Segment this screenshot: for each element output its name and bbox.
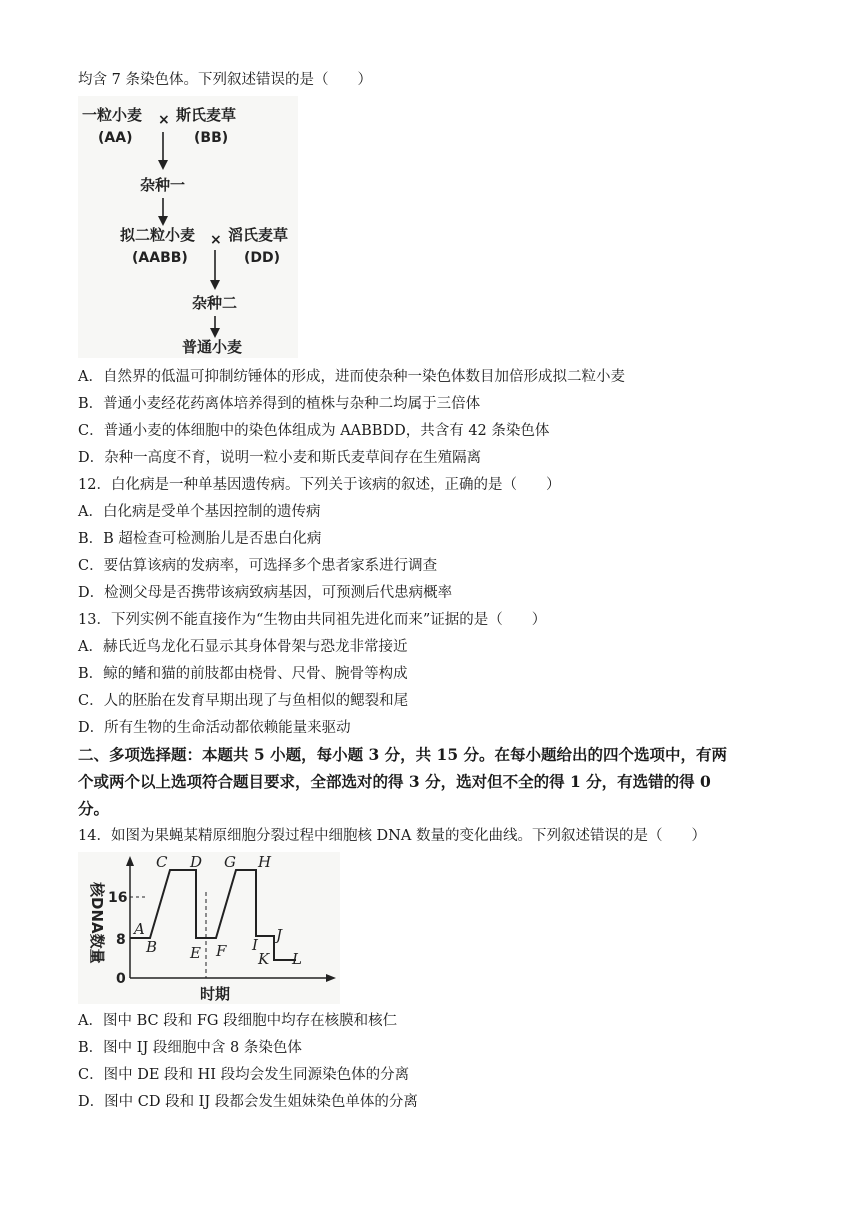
point-label-k: K [258, 950, 270, 968]
ytick-8: 8 [116, 932, 126, 948]
hybrid2-label: 杂种二 [192, 294, 238, 312]
q13-option-a: A．赫氏近鸟龙化石显示其身体骨架与恐龙非常接近 [78, 639, 408, 655]
point-label-a: A [134, 920, 145, 938]
graph-ylabel: 核DNA数量 [88, 882, 106, 964]
q14-option-d: D．图中 CD 段和 IJ 段都会发生姐妹染色单体的分离 [78, 1094, 418, 1110]
q11-option-d: D．杂种一高度不育，说明一粒小麦和斯氏麦草间存在生殖隔离 [78, 450, 482, 466]
q12-option-d: D．检测父母是否携带该病致病基因，可预测后代患病概率 [78, 585, 453, 601]
point-label-l: L [292, 950, 302, 968]
cross-symbol-2: × [210, 232, 222, 248]
parent3-name: 拟二粒小麦 [120, 226, 196, 244]
q12-stem: 12．白化病是一种单基因遗传病。下列关于该病的叙述，正确的是（ ） [78, 477, 561, 493]
parent3-genome: (AABB) [132, 250, 188, 266]
point-label-e: E [190, 944, 201, 962]
point-label-g: G [224, 853, 236, 871]
parent1-genome: (AA) [98, 130, 133, 146]
q14-option-a: A．图中 BC 段和 FG 段细胞中均存在核膜和核仁 [78, 1013, 398, 1029]
q13-option-d: D．所有生物的生命活动都依赖能量来驱动 [78, 720, 351, 736]
q13-stem: 13．下列实例不能直接作为“生物由共同祖先进化而来”证据的是（ ） [78, 612, 547, 628]
q11-option-a: A．自然界的低温可抑制纺锤体的形成，进而使杂种一染色体数目加倍形成拟二粒小麦 [78, 369, 625, 385]
q14-option-c: C．图中 DE 段和 HI 段均会发生同源染色体的分离 [78, 1067, 410, 1083]
q12-option-c: C．要估算该病的发病率，可选择多个患者家系进行调查 [78, 558, 438, 574]
q13-option-c: C．人的胚胎在发育早期出现了与鱼相似的鳃裂和尾 [78, 693, 409, 709]
point-label-f: F [216, 942, 227, 960]
section2-heading-line3: 分。 [78, 799, 110, 818]
dna-graph-svg [78, 852, 340, 1004]
hybridization-svg [78, 96, 298, 358]
point-label-j: J [276, 926, 283, 944]
q12-option-a: A．白化病是受单个基因控制的遗传病 [78, 504, 321, 520]
q13-option-b: B．鲸的鳍和猫的前肢都由桡骨、尺骨、腕骨等构成 [78, 666, 408, 682]
final-wheat-label: 普通小麦 [182, 338, 243, 356]
parent4-name: 滔氏麦草 [228, 226, 289, 244]
point-label-i: I [252, 936, 258, 954]
section2-heading-line2: 个或两个以上选项符合题目要求，全部选对的得 3 分，选对但不全的得 1 分，有选错的得 0 [78, 772, 711, 791]
q14-stem: 14．如图为果蝇某精原细胞分裂过程中细胞核 DNA 数量的变化曲线。下列叙述错误的是（ ） [78, 828, 706, 844]
q12-option-b: B．B 超检查可检测胎儿是否患白化病 [78, 531, 322, 547]
parent2-genome: (BB) [194, 130, 229, 146]
ytick-16: 16 [108, 890, 128, 906]
hybrid1-label: 杂种一 [140, 176, 186, 194]
parent4-genome: (DD) [244, 250, 281, 266]
ytick-0: 0 [116, 971, 126, 987]
point-label-b: B [146, 938, 158, 956]
wheat-hybridization-diagram [78, 96, 298, 358]
point-label-d: D [190, 853, 203, 871]
q11-option-b: B．普通小麦经花药离体培养得到的植株与杂种二均属于三倍体 [78, 396, 481, 412]
point-label-c: C [156, 853, 168, 871]
point-label-h: H [258, 853, 272, 871]
parent2-name: 斯氏麦草 [176, 106, 237, 124]
intro-line: 均含 7 条染色体。下列叙述错误的是（ ） [78, 72, 372, 88]
section2-heading-line1: 二、多项选择题：本题共 5 小题，每小题 3 分，共 15 分。在每小题给出的四个选项中，有两 [78, 745, 728, 764]
parent1-name: 一粒小麦 [82, 106, 143, 124]
q11-option-c: C．普通小麦的体细胞中的染色体组成为 AABBDD，共含有 42 条染色体 [78, 423, 550, 439]
cross-symbol-1: × [158, 112, 170, 128]
graph-xlabel: 时期 [200, 985, 231, 1003]
q14-option-b: B．图中 IJ 段细胞中含 8 条染色体 [78, 1040, 302, 1056]
dna-content-graph [78, 852, 340, 1004]
